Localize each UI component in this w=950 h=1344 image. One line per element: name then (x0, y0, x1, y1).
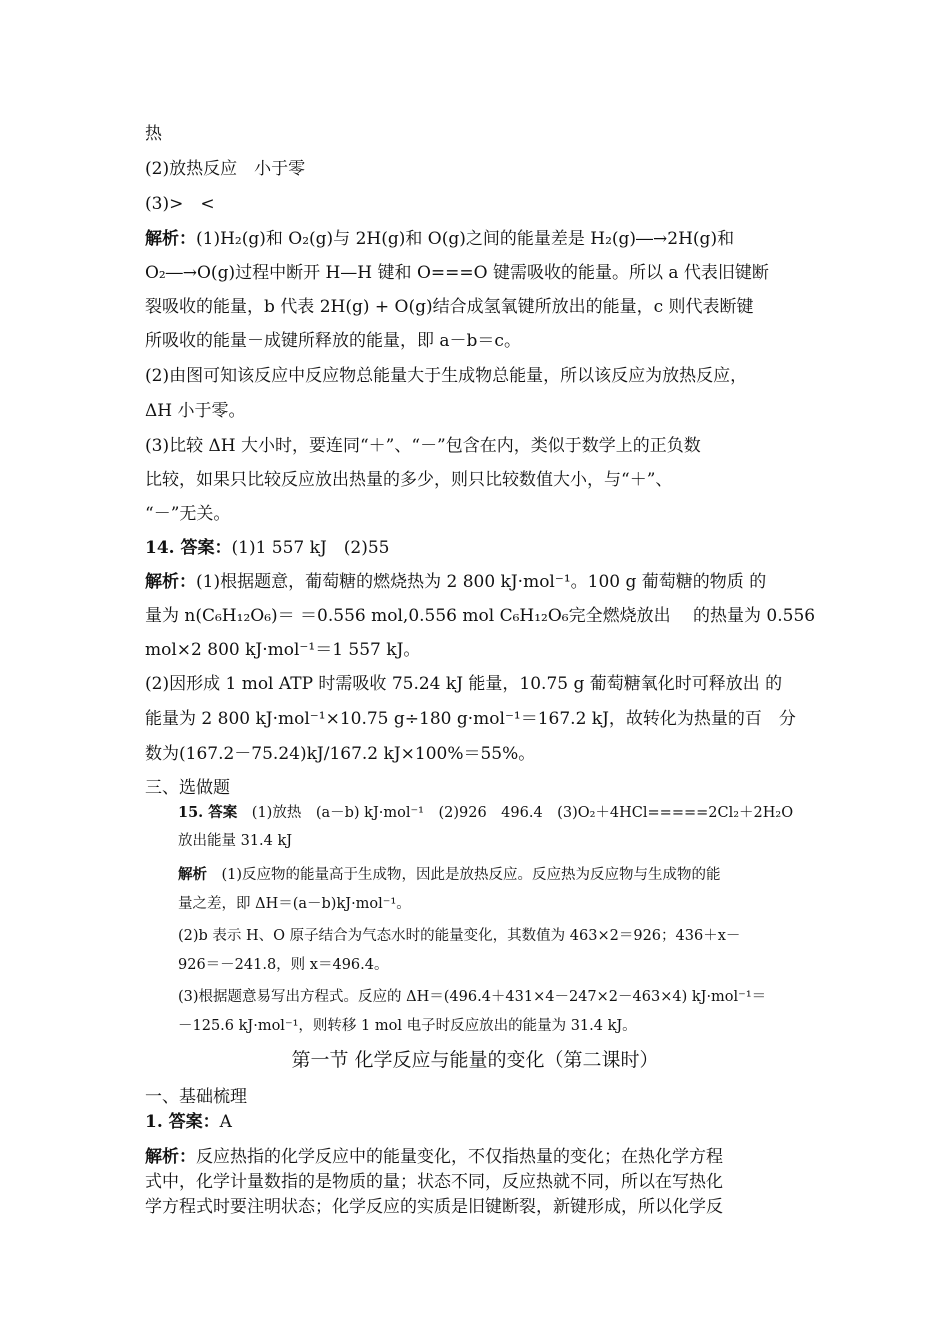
text-line: mol×2 800 kJ·mol⁻¹＝1 557 kJ。 (145, 640, 421, 660)
text-line: 反应热指的化学反应中的能量变化，不仅指热量的变化；在热化学方程 (196, 1147, 723, 1167)
answer-line (145, 537, 389, 559)
answer-label: 15. 答案 (178, 804, 238, 821)
text-line: (2)b 表示 H、O 原子结合为气态水时的能量变化，其数值为 463×2＝926；436＋x－ (178, 928, 741, 944)
section-title: 第一节 化学反应与能量的变化（第二课时） (291, 1049, 659, 1071)
text-line: (3)根据题意易写出方程式。反应的 ΔH＝(496.4＋431×4－247×2－463×4) kJ·mol⁻¹＝ (178, 989, 767, 1005)
text-line: (2)由图可知该反应中反应物总能量大于生成物总能量，所以该反应为放热反应， (145, 366, 748, 386)
text-line: (3)> < (145, 194, 215, 214)
analysis-line (145, 1146, 723, 1168)
analysis-label: 解析： (145, 1147, 196, 1167)
text-line: A (219, 1112, 232, 1132)
analysis-line (145, 228, 734, 250)
text-line: 裂吸收的能量，b 代表 2H(g) + O(g)结合成氢氧键所放出的能量，c 则代表断键 (145, 297, 754, 317)
answer-line (178, 803, 793, 823)
analysis-label: 解析： (145, 572, 196, 592)
text-line: ΔH 小于零。 (145, 401, 246, 421)
text-line: 926＝－241.8，则 x＝496.4。 (178, 957, 389, 973)
text-line: 式中，化学计量数指的是物质的量；状态不同，反应热就不同，所以在写热化 (145, 1172, 723, 1192)
text-line: (1)H₂(g)和 O₂(g)与 2H(g)和 O(g)之间的能量差是 H₂(g)―→2H(g)和 (196, 229, 735, 249)
analysis-label: 解析 (178, 866, 207, 883)
text-line: 所吸收的能量－成键所释放的能量，即 a－b＝c。 (145, 331, 521, 351)
text-line: (1)根据题意，葡萄糖的燃烧热为 2 800 kJ·mol⁻¹。100 g 葡萄糖的物质 的 (196, 572, 767, 592)
answer-label: 14. 答案： (145, 538, 232, 558)
text-line: (3)比较 ΔH 大小时，要连同“＋”、“－”包含在内，类似于数学上的正负数 (145, 436, 701, 456)
text-line: (2)放热反应 小于零 (145, 159, 306, 179)
analysis-line (178, 865, 721, 885)
text-line: “－”无关。 (145, 504, 231, 524)
analysis-line (145, 571, 766, 593)
analysis-label: 解析： (145, 229, 196, 249)
text-line: 比较，如果只比较反应放出热量的多少，则只比较数值大小，与“＋”、 (145, 470, 673, 490)
text-line: 学方程式时要注明状态；化学反应的实质是旧键断裂，新键形成，所以化学反 (145, 1197, 723, 1217)
text-line: (1)放热 (a－b) kJ·mol⁻¹ (2)926 496.4 (3)O₂＋4HCl=====2Cl₂＋2H₂O (251, 805, 794, 821)
text-line: －125.6 kJ·mol⁻¹，则转移 1 mol 电子时反应放出的能量为 31.4 kJ。 (178, 1018, 637, 1034)
answer-line (145, 1111, 232, 1133)
text-line: 数为(167.2－75.24)kJ/167.2 kJ×100%＝55%。 (145, 744, 536, 764)
text-line: 量之差，即 ΔH＝(a－b)kJ·mol⁻¹。 (178, 896, 411, 912)
text-line: (1)1 557 kJ (2)55 (231, 538, 390, 558)
text-line: 能量为 2 800 kJ·mol⁻¹×10.75 g÷180 g·mol⁻¹＝167.2 kJ，故转化为热量的百 分 (145, 709, 796, 729)
text-line: 量为 n(C₆H₁₂O₆)＝ ＝0.556 mol,0.556 mol C₆H₁₂O₆完全燃烧放出 的热量为 0.556 (145, 606, 816, 626)
text-line: 热 (145, 124, 162, 144)
text-line: (1)反应物的能量高于生成物，因此是放热反应。反应热为反应物与生成物的能 (221, 867, 721, 883)
text-line: (2)因形成 1 mol ATP 时需吸收 75.24 kJ 能量，10.75 g 葡萄糖氧化时可释放出 的 (145, 674, 783, 694)
text-line: 放出能量 31.4 kJ (178, 833, 293, 849)
section-heading: 一、基础梳理 (145, 1087, 247, 1107)
section-heading: 三、选做题 (145, 778, 230, 798)
text-line: O₂―→O(g)过程中断开 H—H 键和 O===O 键需吸收的能量。所以 a 代表旧键断 (145, 263, 769, 283)
answer-label: 1. 答案： (145, 1112, 220, 1132)
